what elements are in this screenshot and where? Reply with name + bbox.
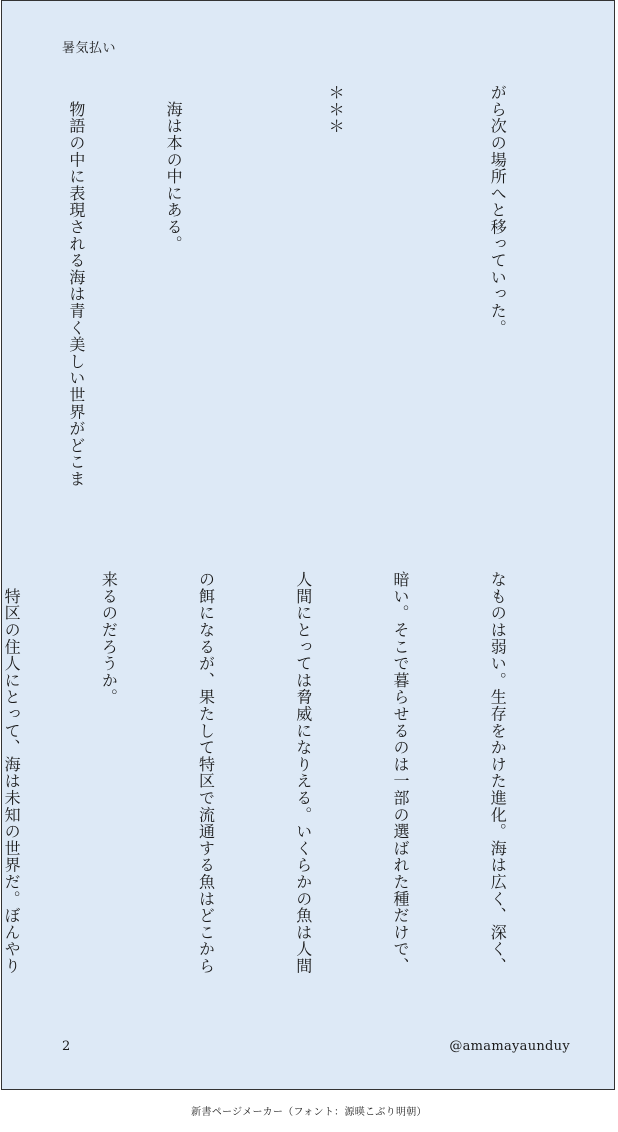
text-block-bottom — [2, 571, 578, 1031]
text-column: 特区の住人にとって、海は未知の世界だ。ぼんやり — [2, 571, 22, 975]
book-page — [1, 0, 615, 1090]
text-column: がら次の場所へと移っていった。 — [488, 84, 508, 336]
text-column: 来るのだろうか。 — [99, 571, 119, 706]
page-number: 2 — [62, 1039, 71, 1054]
scene-break: ＊＊＊ — [326, 84, 346, 135]
text-column: 暗い。そこで暮らせるのは一部の選ばれた種だけで、 — [390, 571, 410, 975]
text-column: なものは弱い。生存をかけた進化。海は広く、深く、 — [488, 571, 508, 975]
page-header-title: 暑気払い — [62, 41, 117, 56]
generator-credit: 新書ページメーカー（フォント：源暎こぶり明朝） — [191, 1107, 427, 1118]
text-column: 海は本の中にある。 — [164, 84, 184, 252]
text-block-top — [58, 84, 578, 544]
author-handle: @amamayaunduy — [449, 1039, 570, 1054]
text-column: 物語の中に表現される海は青く美しい世界がどこま — [66, 84, 86, 488]
text-column: 人間にとっては脅威になりえる。いくらかの魚は人間 — [293, 571, 313, 975]
text-column: の餌になるが、果たして特区で流通する魚はどこから — [196, 571, 216, 975]
